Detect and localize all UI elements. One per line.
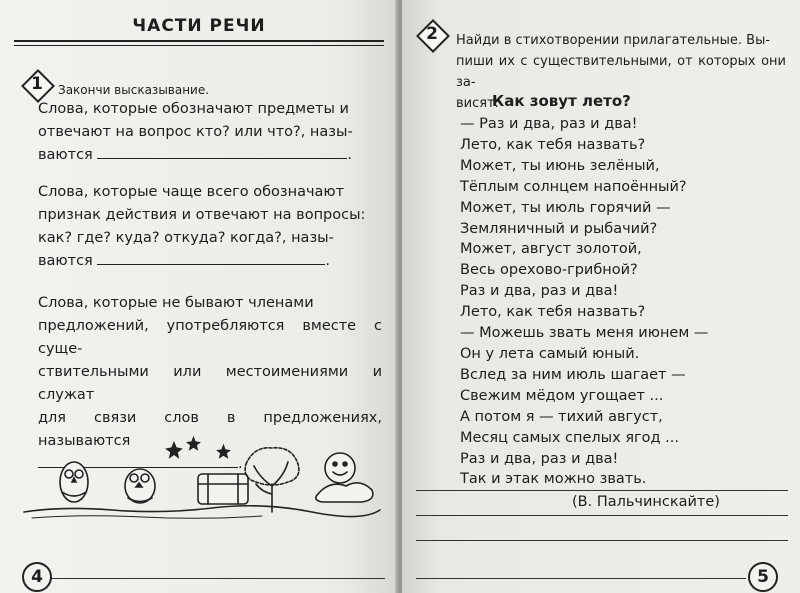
poem-line: Раз и два, раз и два! [460, 450, 619, 467]
poem-line: Может, ты июль горячий — [460, 199, 671, 216]
paragraph-line: предложений, употребляются вместе с суще- [38, 318, 382, 357]
paragraph-line: Слова, которые не бывают членами [38, 295, 314, 311]
paragraph-line: ваются [38, 253, 93, 269]
poem-body [460, 114, 780, 513]
poem-line: Может, ты июнь зелёный, [460, 157, 660, 174]
poem-line: Лето, как тебя назвать? [460, 136, 646, 153]
poem-line: Раз и два, раз и два! [460, 283, 619, 300]
poem-title: Как зовут лето? [492, 92, 631, 110]
poem-line: Месяц самых спелых ягод ... [460, 429, 679, 446]
statement-paragraph [38, 98, 382, 167]
task-number-badge [417, 20, 447, 50]
task-number: 2 [426, 24, 438, 44]
header-rule-thin [14, 45, 384, 46]
paragraph-line: признак действия и отвечают на вопросы: [38, 207, 366, 223]
paragraph-line: как? где? куда? откуда? когда?, назы- [38, 230, 334, 246]
paragraph-line: для связи слов в предложениях, называются [38, 410, 382, 449]
answer-blank[interactable] [97, 146, 347, 159]
poem-line: А потом я — тихий август, [460, 408, 663, 425]
footer-rule [416, 578, 746, 579]
poem-line: Свежим мёдом угощает ... [460, 387, 664, 404]
poem-line: Вслед за ним июль шагает — [460, 366, 686, 383]
section-header [14, 14, 384, 58]
decorative-illustration [22, 428, 382, 528]
page-number: 4 [22, 562, 52, 592]
answer-line[interactable] [416, 515, 788, 516]
poem-line: Лето, как тебя назвать? [460, 304, 646, 321]
poem-line: Весь орехово-грибной? [460, 262, 638, 279]
end-punctuation: . [238, 456, 243, 472]
poem-author: (В. Пальчинскайте) [572, 494, 720, 511]
poem-line: — Можешь звать меня июнем — [460, 325, 709, 342]
poem-line: Так и этак можно звать. [460, 471, 647, 488]
instruction-line: висят. [456, 96, 499, 111]
paragraph-line: ваются [38, 147, 93, 163]
task-number: 1 [31, 74, 43, 94]
paragraph-line: Слова, которые обозначают предметы и [38, 101, 349, 117]
footer-rule [50, 578, 385, 579]
task-number-badge [22, 70, 52, 100]
header-rule [14, 40, 384, 42]
poem-line: Тёплым солнцем напоённый? [460, 178, 687, 195]
section-title: ЧАСТИ РЕЧИ [132, 16, 266, 36]
paragraph-line: ствительными или местоимениями и служат [38, 364, 382, 403]
instruction-line: Найди в стихотворении прилагательные. Вы- [456, 33, 771, 48]
answer-lines [416, 490, 788, 565]
poem-line: Он у лета самый юный. [460, 345, 640, 362]
paragraph-line: Слова, которые чаще всего обозначают [38, 184, 345, 200]
right-page [402, 0, 800, 593]
end-punctuation: . [347, 147, 352, 163]
end-punctuation: . [325, 253, 330, 269]
page-number: 5 [748, 562, 778, 592]
paragraph-last-line [38, 144, 382, 167]
answer-blank[interactable] [97, 252, 325, 265]
task-instruction: Закончи высказывание. [58, 83, 210, 97]
statement-paragraph [38, 181, 382, 273]
paragraph-line: отвечают на вопрос кто? или что?, назы- [38, 124, 353, 140]
poem-line: — Раз и два, раз и два! [460, 116, 638, 132]
left-page [0, 0, 398, 593]
answer-line[interactable] [416, 490, 788, 491]
answer-line[interactable] [416, 540, 788, 541]
poem-line: Земляничный и рыбачий? [460, 220, 658, 237]
instruction-line: пиши их с существительными, от которых они за- [456, 54, 786, 90]
poem-line: Может, август золотой, [460, 241, 642, 258]
paragraph-last-line [38, 250, 382, 273]
